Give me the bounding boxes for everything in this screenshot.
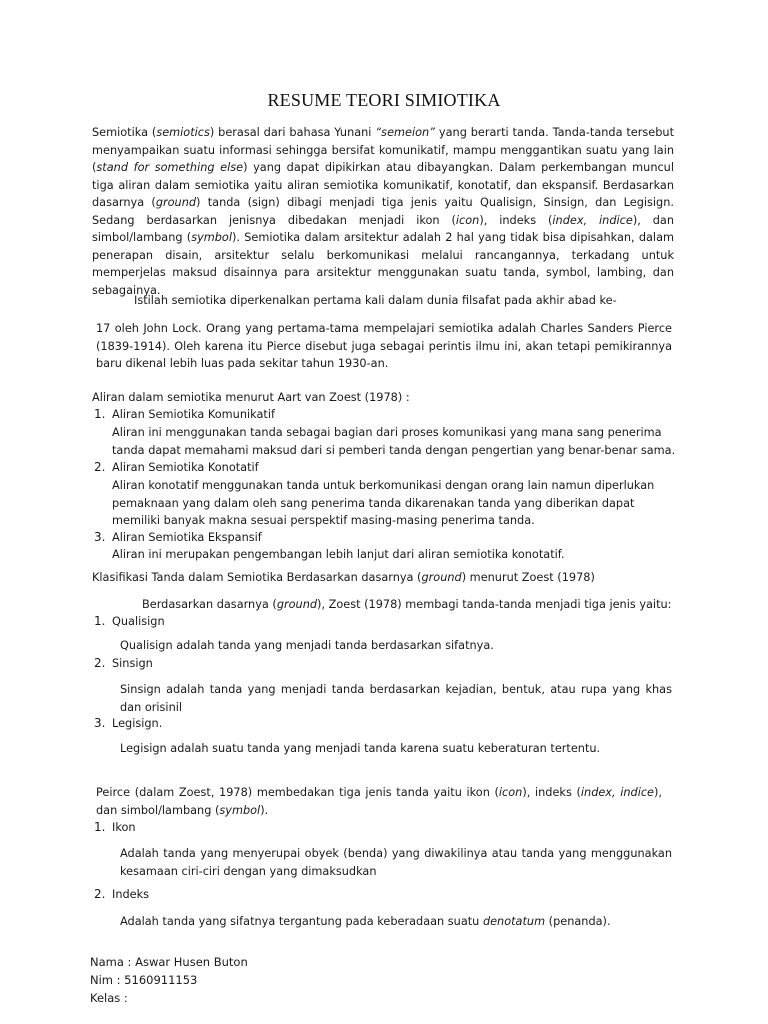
- aliran-item-3-desc: Aliran ini merupakan pengembangan lebih lanjut dari aliran semiotika konotatif.: [112, 548, 565, 561]
- peirce-item-1-title: 1. Ikon: [94, 820, 136, 834]
- history-paragraph: 17 oleh John Lock. Orang yang pertama-tama mempelajari semiotika adalah Charles Sanders Pierce (1839-1914). Oleh karena itu Pierce disebut juga sebagai perintis ilmu ini, akan tetapi pemikirannya baru dikenal lebih luas pada sekitar tahun 1930-an.: [96, 322, 672, 370]
- peirce-intro: Peirce (dalam Zoest, 1978) membedakan tiga jenis tanda yaitu ikon (icon), indeks (index, indice), dan simbol/lambang (symbol).: [96, 786, 662, 817]
- intro-paragraph: Semiotika (semiotics) berasal dari bahasa Yunani “semeion” yang berarti tanda. Tanda-tanda tersebut menyampaikan suatu informasi sehingga bersifat komunikatif, mampu menggantikan suatu yang lain (stand for something else) yang dapat dipikirkan atau dibayangkan. Dalam perkembangan muncul tiga aliran dalam semiotika yaitu aliran semiotika komunikatif, konotatif, dan ekspansif. Berdasarkan dasarnya (ground) tanda (sign) dibagi menjadi tiga jenis yaitu Qualisign, Sinsign, dan Legisign. Sedang berdasarkan jenisnya dibedakan menjadi ikon (icon), indeks (index, indice), dan simbol/lambang (symbol). Semiotika dalam arsitektur adalah 2 hal yang tidak bisa dipisahkan, dalam penerapan disain, arsitektur selalu berkomunikasi melalui rancangannya, terkadang untuk memperjelas maksud disainnya para arsitektur menggunakan suatu tanda, symbol, lambing, dan sebagainya.: [92, 126, 675, 297]
- footer-nim: Nim : 5160911153: [90, 973, 198, 987]
- klasifikasi-item-1-desc: Qualisign adalah tanda yang menjadi tanda berdasarkan sifatnya.: [120, 639, 494, 652]
- footer-nama: Nama : Aswar Husen Buton: [90, 955, 248, 969]
- peirce-item-1-desc: Adalah tanda yang menyerupai obyek (benda) yang diwakilinya atau tanda yang menggunakan kesamaan ciri-ciri dengan yang dimaksudkan: [120, 847, 672, 878]
- document-title: RESUME TEORI SIMIOTIKA: [267, 90, 501, 110]
- klasifikasi-item-2-title: 2. Sinsign: [94, 656, 153, 670]
- aliran-item-2-desc: Aliran konotatif menggunakan tanda untuk berkomunikasi dengan orang lain namun diperlukan pemaknaan yang dalam oleh sang penerima tanda dikarenakan tanda yang diberikan dapat memiliki banyak makna sesuai perspektif masing-masing penerima tanda.: [112, 479, 655, 527]
- klasifikasi-intro: Berdasarkan dasarnya (ground), Zoest (1978) membagi tanda-tanda menjadi tiga jenis yaitu:: [142, 598, 672, 611]
- aliran-heading: Aliran dalam semiotika menurut Aart van Zoest (1978) :: [92, 391, 410, 404]
- klasifikasi-heading: Klasifikasi Tanda dalam Semiotika Berdasarkan dasarnya (ground) menurut Zoest (1978): [92, 571, 595, 584]
- history-first-line: Istilah semiotika diperkenalkan pertama kali dalam dunia filsafat pada akhir abad ke-: [134, 294, 617, 307]
- klasifikasi-item-2-desc: Sinsign adalah tanda yang menjadi tanda berdasarkan kejadian, bentuk, atau rupa yang khas dan orisinil: [120, 683, 672, 714]
- aliran-item-3-title: 3. Aliran Semiotika Ekspansif: [94, 530, 262, 544]
- klasifikasi-item-3-desc: Legisign adalah suatu tanda yang menjadi tanda karena suatu keberaturan tertentu.: [120, 742, 601, 755]
- peirce-item-2-desc: Adalah tanda yang sifatnya tergantung pada keberadaan suatu denotatum (penanda).: [120, 915, 611, 928]
- peirce-item-2-title: 2. Indeks: [94, 887, 150, 901]
- footer-kelas: Kelas :: [90, 991, 128, 1005]
- aliran-item-2-title: 2. Aliran Semiotika Konotatif: [94, 460, 259, 474]
- aliran-item-1-title: 1. Aliran Semiotika Komunikatif: [94, 407, 275, 421]
- klasifikasi-item-3-title: 3. Legisign.: [94, 716, 163, 730]
- aliran-item-1-desc: Aliran ini menggunakan tanda sebagai bagian dari proses komunikasi yang mana sang penerima tanda dapat memahami maksud dari si pemberi tanda dengan pengertian yang benar-benar sama.: [112, 426, 676, 457]
- klasifikasi-item-1-title: 1. Qualisign: [94, 614, 165, 628]
